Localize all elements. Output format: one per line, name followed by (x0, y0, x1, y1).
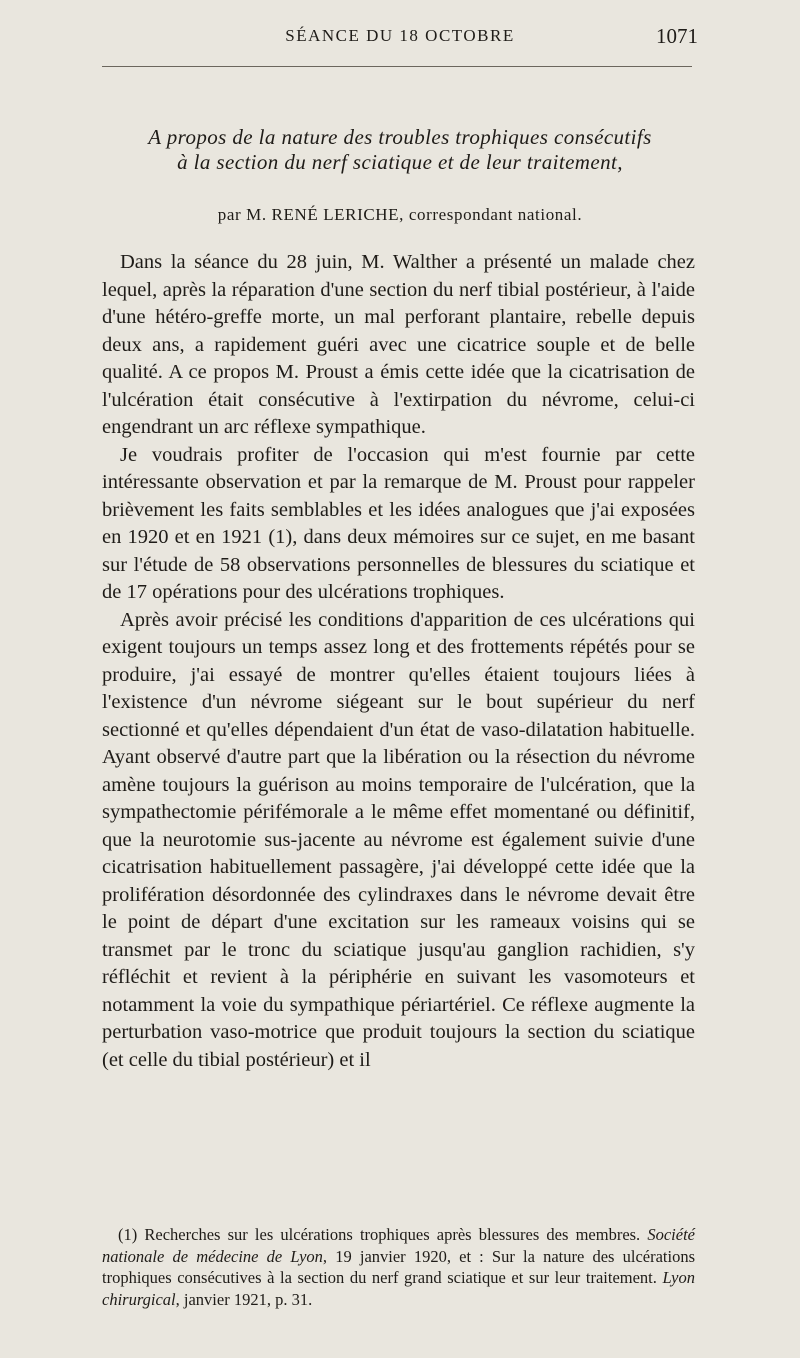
footnote (102, 1224, 695, 1310)
footnote-tail: , janvier 1921, p. 31. (175, 1289, 313, 1309)
header-rule (102, 66, 692, 67)
article-body (102, 249, 695, 1074)
article-title (60, 125, 740, 175)
article-byline: par M. RENÉ LERICHE, correspondant national. (217, 205, 583, 224)
body-paragraph-1: Dans la séance du 28 juin, M. Walther a présenté un malade chez lequel, après la réparation d'une section du nerf tibial postérieur, à l'aide d'une hétéro-greffe morte, un mal perforant plantaire, rebelle depuis deux ans, a rapidement guéri avec une cicatrice souple et de belle qualité. A ce propos M. Proust a émis cette idée que la cicatrisation de l'ulcération était consécutive à l'extirpation du névrome, celui-ci engendrant un arc réflexe sympathique. (102, 251, 695, 438)
footnote-mid: , 19 janvier 1920, et : Sur la nature des ulcérations trophiques consécutives à la section du nerf grand sciatique et sur leur traitement. (102, 1246, 695, 1287)
footnote-journal-2: Lyon chirurgical (102, 1268, 695, 1309)
body-paragraph-3: Après avoir précisé les conditions d'apparition de ces ulcérations qui exigent toujours un temps assez long et des frottements répétés pour se produire, j'ai essayé de montrer qu'elles étaient toujours liées à l'existence d'un névrome siégeant sur le bout supérieur du nerf sectionné et qu'elles dépendaient d'un état de vaso-dilatation habituelle. Ayant observé d'autre part que la libération ou la résection du névrome amène toujours la guérison au moins temporaire de l'ulcération, que la sympathectomie périfémorale a le même effet momentané ou définitif, que la neurotomie sus-jacente au névrome est également suivie d'une cicatrisation habituellement passagère, j'ai développé cette idée que la prolifération désordonnée des cylindraxes dans le névrome devait être le point de départ d'une excitation sur les rameaux voisins qui se transmet par le tronc du sciatique jusqu'au ganglion rachidien, s'y réfléchit et revient à la périphérie en suivant les vasomoteurs et notamment la voie du sympathique périartériel. Ce réflexe augmente la perturbation vaso-motrice que produit toujours la section du sciatique (et celle du tibial postérieur) et il (102, 608, 695, 1071)
footnote-lead: (1) Recherches sur les ulcérations trophiques après blessures des membres. (118, 1225, 648, 1244)
running-title: SÉANCE DU 18 OCTOBRE (285, 26, 515, 45)
body-paragraph-2: Je voudrais profiter de l'occasion qui m'est fournie par cette intéressante observation et par la remarque de M. Proust pour rappeler brièvement les faits semblables et les idées analogues que j'ai exposées en 1920 et en 1921 (1), dans deux mémoires sur ce sujet, en me basant sur l'étude de 58 observations personnelles de blessures du sciatique et de 17 opérations pour des ulcérations trophiques. (102, 443, 695, 603)
page-number: 1071 (656, 24, 698, 48)
footnote-journal-1: Société nationale de médecine de Lyon (102, 1225, 695, 1266)
running-header (102, 22, 698, 52)
article-title-line-1: A propos de la nature des troubles trophiques consécutifs (148, 125, 652, 149)
article-title-line-2: à la section du nerf sciatique et de leur traitement, (177, 150, 623, 174)
